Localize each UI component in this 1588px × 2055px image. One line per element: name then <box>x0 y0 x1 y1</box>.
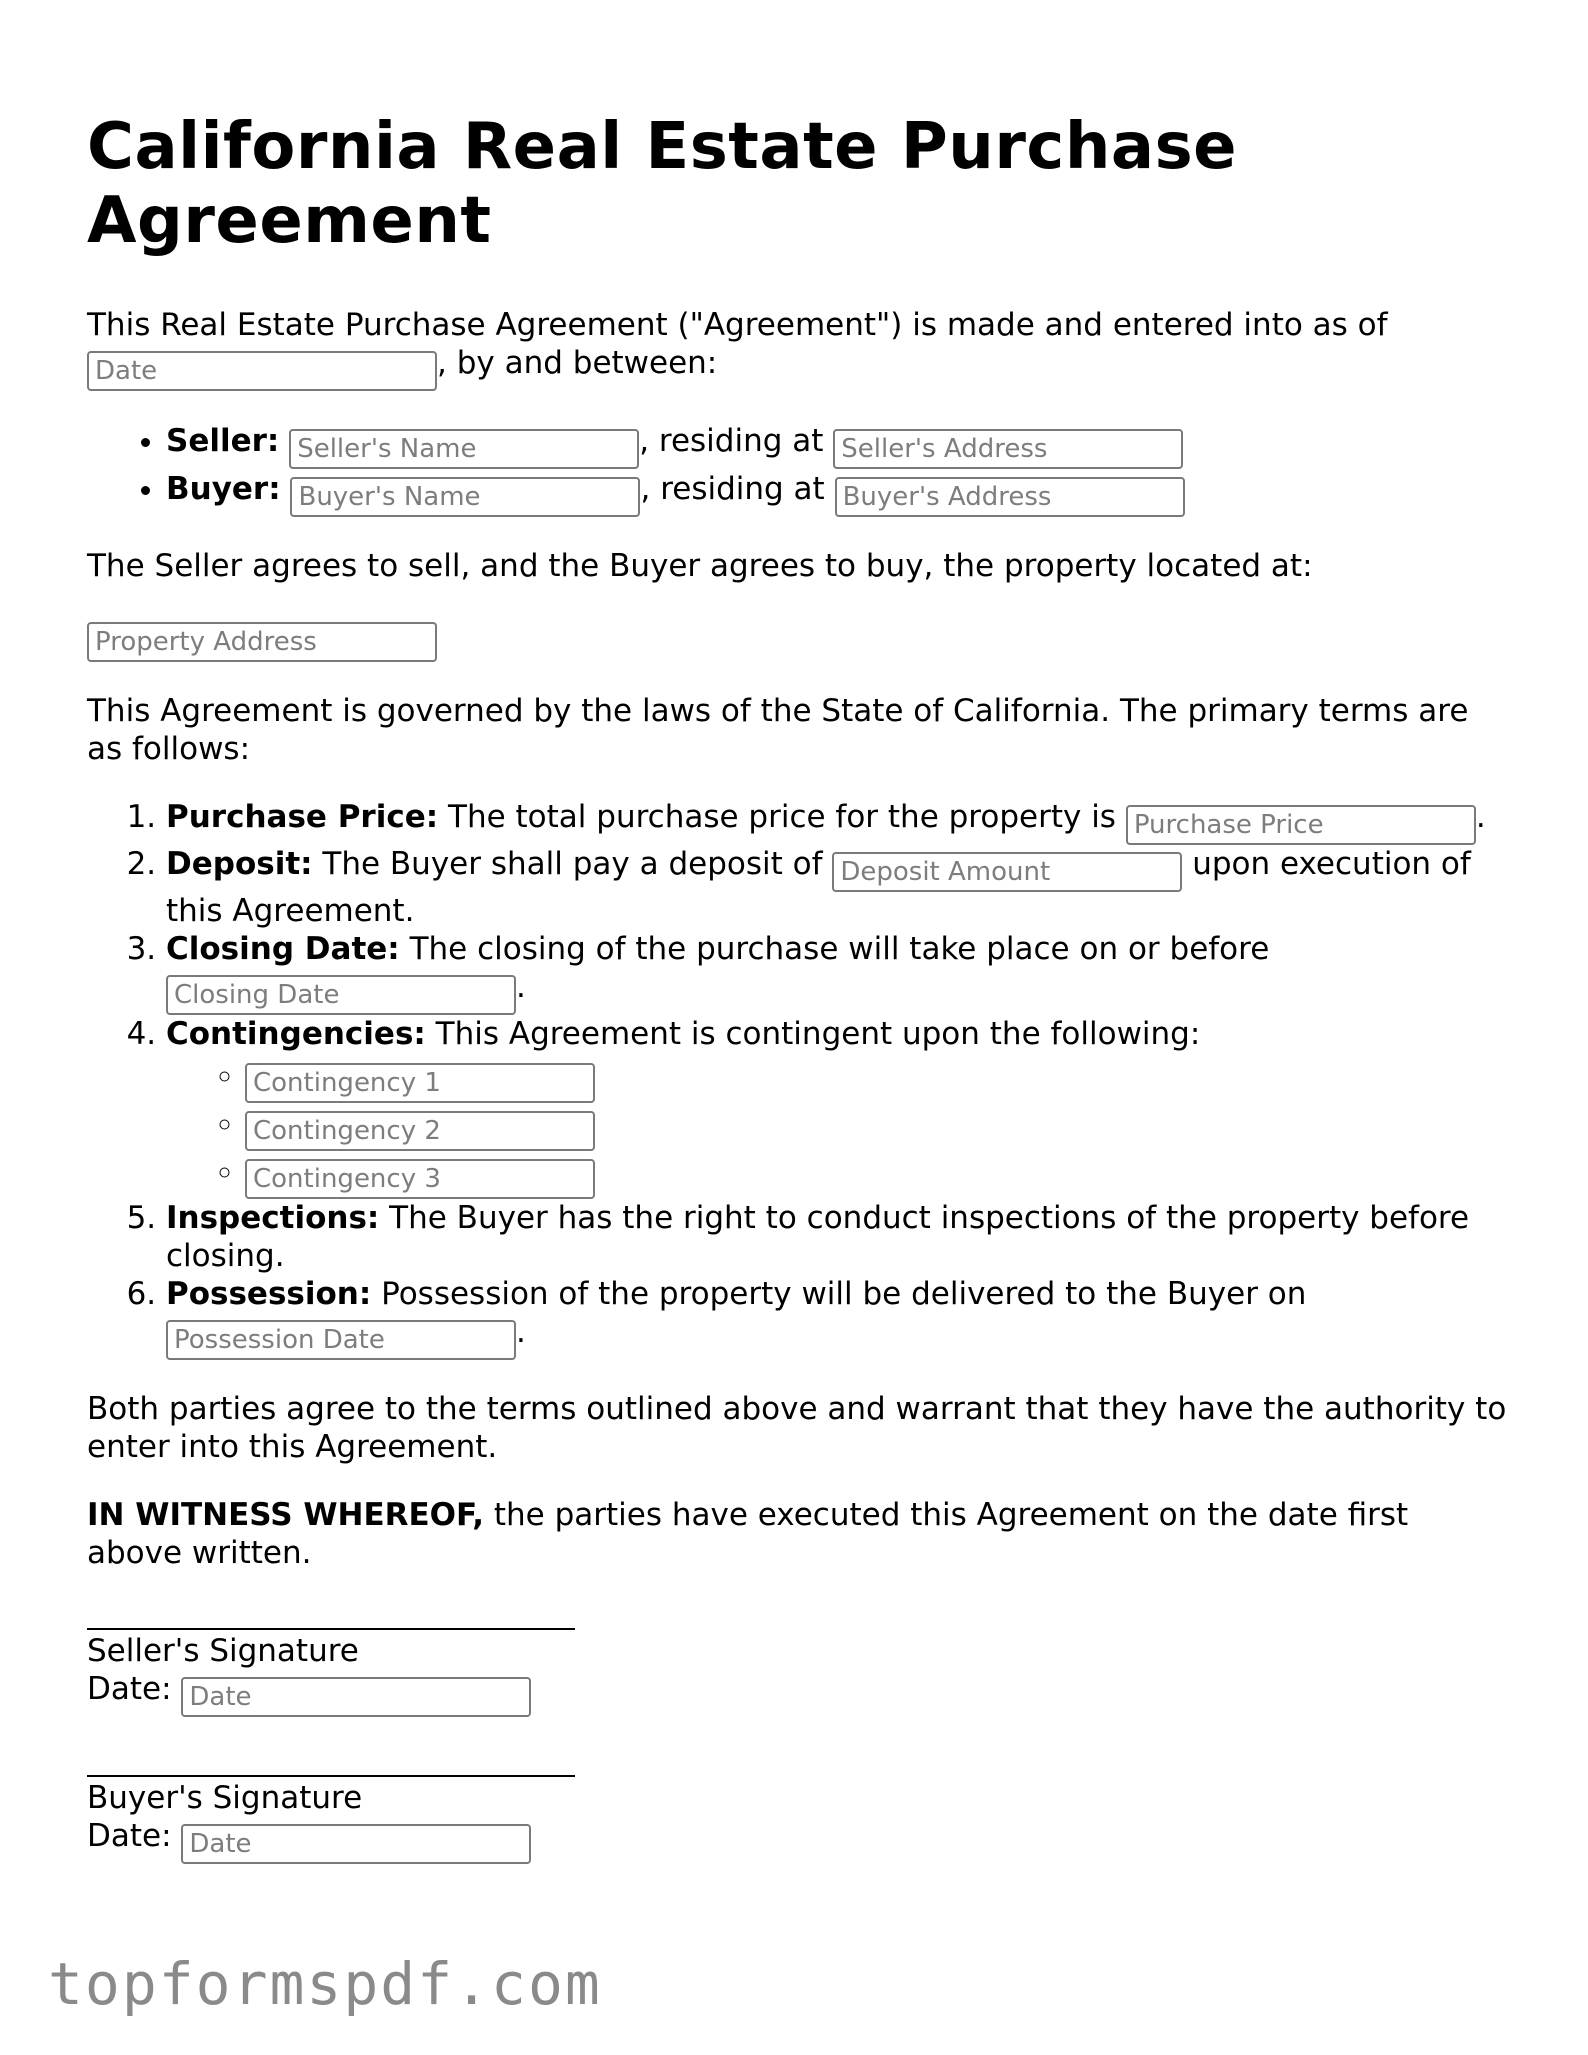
witness-paragraph <box>87 1496 1507 1572</box>
contingency-item <box>245 1151 1507 1199</box>
seller-signature-label: Seller's Signature <box>87 1633 359 1669</box>
closing-date-end: . <box>516 969 526 1005</box>
agreement-paragraph: Both parties agree to the terms outlined above and warrant that they have the authority to enter into this Agreement. <box>87 1391 1507 1465</box>
buyer-address-input[interactable] <box>835 477 1185 517</box>
buyer-name-input[interactable] <box>290 477 640 517</box>
term-inspections <box>166 1199 1507 1275</box>
seller-date-label: Date: <box>87 1671 172 1707</box>
term-purchase-price <box>166 798 1507 845</box>
buyer-signature-block <box>87 1775 1507 1864</box>
buyer-label: Buyer: <box>166 471 281 507</box>
property-paragraph: The Seller agrees to sell, and the Buyer agrees to buy, the property located at: <box>87 548 1313 584</box>
purchase-price-text: The total purchase price for the property is <box>448 799 1116 835</box>
term-contingencies <box>166 1015 1507 1199</box>
buyer-date-input[interactable] <box>181 1824 531 1864</box>
intro-text-after: , by and between: <box>437 345 718 381</box>
possession-end: . <box>516 1314 526 1350</box>
seller-item <box>166 421 1507 469</box>
seller-date-row <box>87 1670 1507 1717</box>
inspections-label: Inspections: <box>166 1200 380 1236</box>
witness-text: the parties have executed this Agreement on the date first above written. <box>87 1497 1409 1571</box>
parties-list <box>87 421 1507 517</box>
buyer-signature-label: Buyer's Signature <box>87 1780 363 1816</box>
buyer-item <box>166 469 1507 517</box>
governing-paragraph: This Agreement is governed by the laws of the State of California. The primary terms are as follows: <box>87 693 1469 767</box>
property-address-input[interactable] <box>87 622 437 662</box>
seller-signature-block <box>87 1628 1507 1717</box>
contingency-item <box>245 1055 1507 1103</box>
possession-date-input[interactable] <box>166 1320 516 1360</box>
contingencies-list <box>166 1055 1507 1199</box>
possession-text: Possession of the property will be delivered to the Buyer on <box>381 1276 1307 1312</box>
closing-date-input[interactable] <box>166 975 516 1015</box>
seller-residing-text: , residing at <box>639 423 824 459</box>
deposit-amount-input[interactable] <box>832 852 1182 892</box>
terms-list <box>87 798 1507 1360</box>
term-possession <box>166 1275 1507 1360</box>
term-closing-date <box>166 930 1507 1015</box>
page-title: California Real Estate Purchase Agreement <box>87 110 1238 258</box>
seller-signature-line[interactable] <box>87 1628 575 1630</box>
property-address-row <box>87 615 1507 662</box>
watermark: topformspdf.com <box>48 1950 602 2018</box>
contingencies-text: This Agreement is contingent upon the following: <box>435 1016 1201 1052</box>
witness-bold: IN WITNESS WHEREOF, <box>87 1497 485 1533</box>
buyer-signature-line[interactable] <box>87 1775 575 1777</box>
purchase-price-end: . <box>1475 799 1486 835</box>
signature-spacer <box>87 1717 1507 1775</box>
buyer-date-row <box>87 1817 1507 1864</box>
agreement-date-input[interactable] <box>87 351 437 391</box>
purchase-price-label: Purchase Price: <box>166 799 439 835</box>
closing-date-label: Closing Date: <box>166 931 400 967</box>
contingency-2-input[interactable] <box>245 1111 595 1151</box>
deposit-label: Deposit: <box>166 846 313 882</box>
seller-name-input[interactable] <box>289 429 639 469</box>
deposit-text: The Buyer shall pay a deposit of <box>322 846 823 882</box>
agreement-document <box>87 110 1507 1864</box>
seller-address-input[interactable] <box>833 429 1183 469</box>
seller-date-input[interactable] <box>181 1677 531 1717</box>
deposit-end: upon execution of this Agreement. <box>166 846 1471 929</box>
contingencies-label: Contingencies: <box>166 1016 426 1052</box>
buyer-date-label: Date: <box>87 1818 172 1854</box>
contingency-item <box>245 1103 1507 1151</box>
intro-paragraph <box>87 306 1507 391</box>
term-deposit <box>166 845 1507 930</box>
contingency-1-input[interactable] <box>245 1063 595 1103</box>
intro-text: This Real Estate Purchase Agreement ("Agreement") is made and entered into as of <box>87 307 1388 343</box>
closing-date-text: The closing of the purchase will take place on or before <box>409 931 1270 967</box>
buyer-residing-text: , residing at <box>640 471 825 507</box>
inspections-text: The Buyer has the right to conduct inspections of the property before closing. <box>166 1200 1470 1274</box>
contingency-3-input[interactable] <box>245 1159 595 1199</box>
possession-label: Possession: <box>166 1276 372 1312</box>
seller-label: Seller: <box>166 423 280 459</box>
purchase-price-input[interactable] <box>1126 805 1476 845</box>
